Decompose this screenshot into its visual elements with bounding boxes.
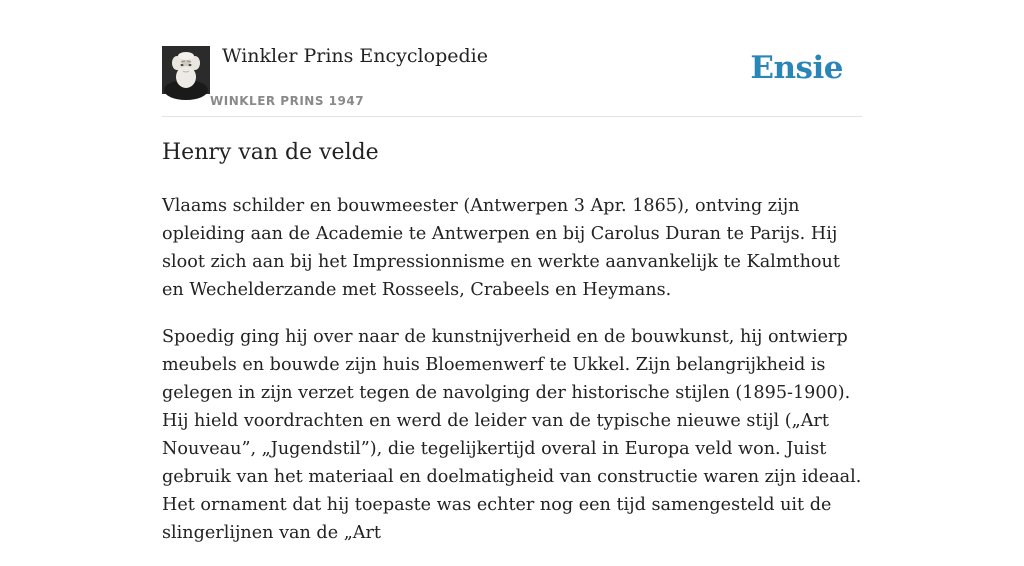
source-subtitle[interactable]: WINKLER PRINS 1947: [210, 94, 365, 108]
ensie-logo[interactable]: Ensie: [750, 50, 843, 86]
article-paragraph: Vlaams schilder en bouwmeester (Antwerpen 3 Apr. 1865), ontving zijn opleiding aan de Academie te Antwerpen en bij Carolus Duran te Parijs. Hij sloot zich aan bij het Impressionnisme en werkte aanvankelijk te Kalmthout en Wechelderzande met Rosseels, Crabeels en Heymans.: [162, 196, 840, 300]
source-header: [162, 0, 862, 117]
article-container: [162, 0, 862, 543]
article-title: Henry van de velde: [162, 140, 379, 165]
source-avatar[interactable]: [162, 46, 210, 94]
article-paragraph: Spoedig ging hij over naar de kunstnijverheid en de bouwkunst, hij ontwierp meubels en bouwde zijn huis Bloemenwerf te Ukkel. Zijn belangrijkheid is gelegen in zijn verzet tegen de navolging der historische stijlen (1895-1900). Hij hield voordrachten en werd de leider van de typische nieuwe stijl („Art Nouveau”, „Jugendstil”), die tegelijkertijd overal in Europa veld won. Juist gebruik van het materiaal en doelmatigheid van constructie waren zijn ideaal. Het ornament dat hij toepaste was echter nog een tijd samengesteld uit de slingerlijnen van de „Art: [162, 327, 862, 543]
bearded-man-portrait-icon: [162, 46, 210, 94]
article-body: [162, 192, 862, 566]
source-title[interactable]: Winkler Prins Encyclopedie: [222, 45, 488, 67]
